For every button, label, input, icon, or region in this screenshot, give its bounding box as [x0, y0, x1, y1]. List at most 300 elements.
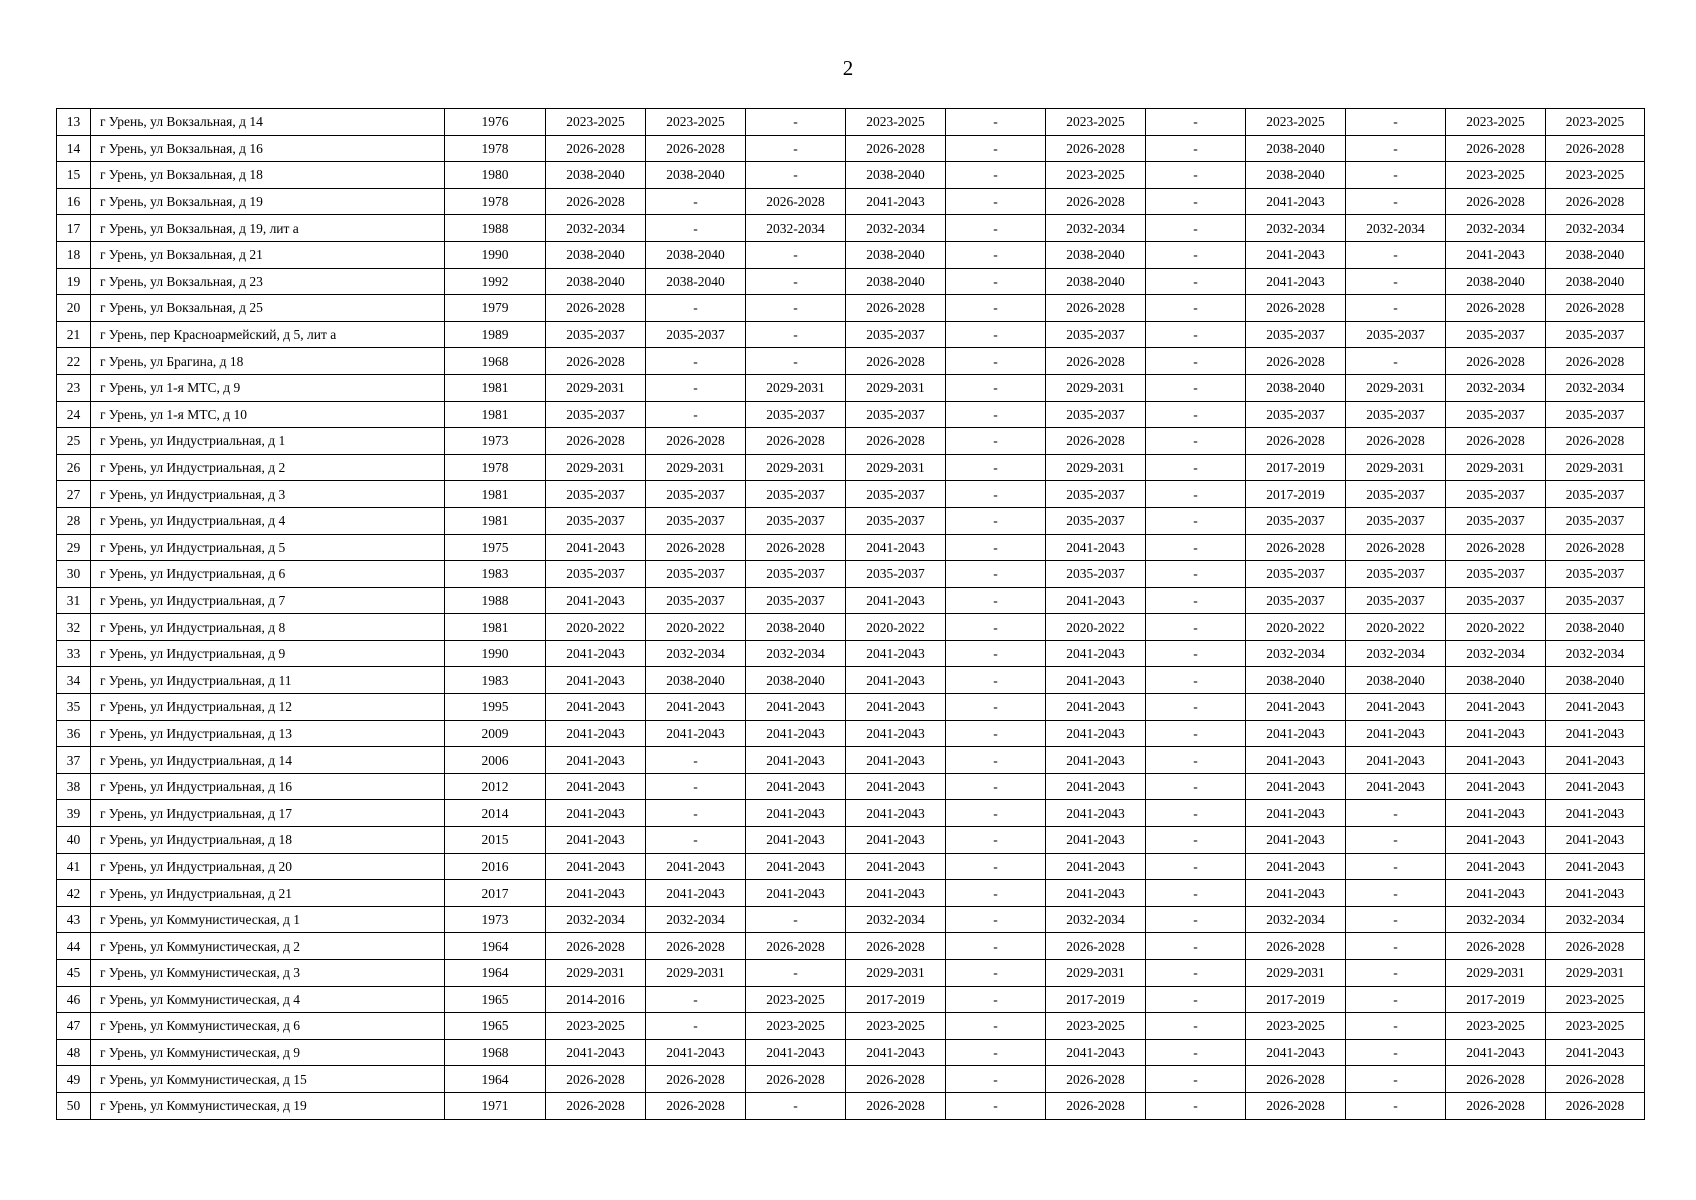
period-cell-11: 2026-2028	[1546, 1092, 1645, 1119]
period-cell-6: 2026-2028	[1046, 348, 1146, 375]
period-cell-7: -	[1146, 295, 1246, 322]
period-cell-6: 2026-2028	[1046, 1066, 1146, 1093]
period-cell-6: 2017-2019	[1046, 986, 1146, 1013]
period-cell-5: -	[946, 747, 1046, 774]
period-cell-8: 2041-2043	[1246, 268, 1346, 295]
period-cell-3: -	[746, 348, 846, 375]
table-row	[57, 321, 1645, 348]
period-cell-1: 2020-2022	[546, 614, 646, 641]
year-built-cell: 1988	[445, 215, 546, 242]
period-cell-6: 2029-2031	[1046, 960, 1146, 987]
address-cell: г Урень, ул Индустриальная, д 17	[91, 800, 445, 827]
row-number-cell: 44	[57, 933, 91, 960]
period-cell-9: -	[1346, 827, 1446, 854]
period-cell-2: -	[646, 348, 746, 375]
period-cell-3: -	[746, 109, 846, 136]
period-cell-3: 2035-2037	[746, 401, 846, 428]
period-cell-5: -	[946, 162, 1046, 189]
period-cell-9: -	[1346, 1039, 1446, 1066]
period-cell-7: -	[1146, 614, 1246, 641]
period-cell-9: 2032-2034	[1346, 640, 1446, 667]
period-cell-3: 2041-2043	[746, 747, 846, 774]
period-cell-1: 2041-2043	[546, 827, 646, 854]
period-cell-11: 2041-2043	[1546, 1039, 1645, 1066]
period-cell-1: 2041-2043	[546, 853, 646, 880]
period-cell-11: 2026-2028	[1546, 933, 1645, 960]
period-cell-10: 2041-2043	[1446, 747, 1546, 774]
period-cell-1: 2029-2031	[546, 374, 646, 401]
year-built-cell: 1981	[445, 374, 546, 401]
period-cell-6: 2041-2043	[1046, 694, 1146, 721]
table-row	[57, 135, 1645, 162]
period-cell-2: -	[646, 1013, 746, 1040]
period-cell-5: -	[946, 1039, 1046, 1066]
period-cell-5: -	[946, 906, 1046, 933]
period-cell-11: 2026-2028	[1546, 428, 1645, 455]
period-cell-10: 2041-2043	[1446, 880, 1546, 907]
period-cell-2: 2029-2031	[646, 454, 746, 481]
period-cell-8: 2020-2022	[1246, 614, 1346, 641]
period-cell-1: 2041-2043	[546, 587, 646, 614]
period-cell-10: 2032-2034	[1446, 640, 1546, 667]
period-cell-9: 2041-2043	[1346, 773, 1446, 800]
period-cell-1: 2026-2028	[546, 295, 646, 322]
period-cell-6: 2038-2040	[1046, 241, 1146, 268]
table-row	[57, 1092, 1645, 1119]
period-cell-5: -	[946, 401, 1046, 428]
period-cell-10: 2032-2034	[1446, 374, 1546, 401]
address-cell: г Урень, ул Коммунистическая, д 2	[91, 933, 445, 960]
period-cell-4: 2038-2040	[846, 268, 946, 295]
period-cell-8: 2035-2037	[1246, 507, 1346, 534]
table-row	[57, 534, 1645, 561]
period-cell-3: 2041-2043	[746, 827, 846, 854]
table-row	[57, 880, 1645, 907]
period-cell-6: 2041-2043	[1046, 587, 1146, 614]
row-number-cell: 45	[57, 960, 91, 987]
period-cell-1: 2032-2034	[546, 906, 646, 933]
table-row	[57, 773, 1645, 800]
period-cell-2: 2026-2028	[646, 1066, 746, 1093]
period-cell-1: 2029-2031	[546, 960, 646, 987]
period-cell-9: -	[1346, 268, 1446, 295]
table-row	[57, 561, 1645, 588]
address-cell: г Урень, ул Индустриальная, д 5	[91, 534, 445, 561]
period-cell-5: -	[946, 135, 1046, 162]
period-cell-6: 2032-2034	[1046, 215, 1146, 242]
period-cell-8: 2038-2040	[1246, 135, 1346, 162]
period-cell-6: 2026-2028	[1046, 295, 1146, 322]
row-number-cell: 48	[57, 1039, 91, 1066]
period-cell-2: -	[646, 295, 746, 322]
period-cell-1: 2035-2037	[546, 481, 646, 508]
period-cell-10: 2032-2034	[1446, 906, 1546, 933]
period-cell-9: -	[1346, 1013, 1446, 1040]
period-cell-7: -	[1146, 1039, 1246, 1066]
period-cell-2: 2035-2037	[646, 587, 746, 614]
period-cell-2: 2032-2034	[646, 906, 746, 933]
table-row	[57, 614, 1645, 641]
year-built-cell: 1981	[445, 401, 546, 428]
period-cell-6: 2041-2043	[1046, 880, 1146, 907]
period-cell-11: 2041-2043	[1546, 720, 1645, 747]
year-built-cell: 1981	[445, 507, 546, 534]
period-cell-5: -	[946, 720, 1046, 747]
period-cell-4: 2041-2043	[846, 188, 946, 215]
period-cell-6: 2023-2025	[1046, 1013, 1146, 1040]
address-cell: г Урень, ул Коммунистическая, д 6	[91, 1013, 445, 1040]
period-cell-8: 2035-2037	[1246, 587, 1346, 614]
period-cell-11: 2041-2043	[1546, 747, 1645, 774]
year-built-cell: 1971	[445, 1092, 546, 1119]
period-cell-2: 2041-2043	[646, 853, 746, 880]
period-cell-4: 2041-2043	[846, 667, 946, 694]
table-row	[57, 1066, 1645, 1093]
address-cell: г Урень, ул Коммунистическая, д 15	[91, 1066, 445, 1093]
period-cell-9: 2035-2037	[1346, 507, 1446, 534]
period-cell-5: -	[946, 348, 1046, 375]
period-cell-8: 2026-2028	[1246, 933, 1346, 960]
year-built-cell: 2009	[445, 720, 546, 747]
period-cell-1: 2026-2028	[546, 1092, 646, 1119]
period-cell-1: 2038-2040	[546, 162, 646, 189]
period-cell-2: 2041-2043	[646, 880, 746, 907]
period-cell-10: 2026-2028	[1446, 534, 1546, 561]
period-cell-3: 2029-2031	[746, 374, 846, 401]
period-cell-2: -	[646, 827, 746, 854]
table-row	[57, 481, 1645, 508]
period-cell-4: 2041-2043	[846, 587, 946, 614]
table-body	[57, 109, 1645, 1120]
table-row	[57, 853, 1645, 880]
period-cell-8: 2041-2043	[1246, 188, 1346, 215]
table-row	[57, 800, 1645, 827]
period-cell-5: -	[946, 268, 1046, 295]
period-cell-11: 2041-2043	[1546, 827, 1645, 854]
year-built-cell: 1988	[445, 587, 546, 614]
period-cell-10: 2032-2034	[1446, 215, 1546, 242]
period-cell-3: 2041-2043	[746, 853, 846, 880]
row-number-cell: 32	[57, 614, 91, 641]
period-cell-10: 2035-2037	[1446, 587, 1546, 614]
table-row	[57, 241, 1645, 268]
period-cell-5: -	[946, 853, 1046, 880]
period-cell-10: 2035-2037	[1446, 561, 1546, 588]
period-cell-10: 2026-2028	[1446, 295, 1546, 322]
period-cell-3: 2026-2028	[746, 534, 846, 561]
year-built-cell: 2017	[445, 880, 546, 907]
period-cell-1: 2026-2028	[546, 188, 646, 215]
year-built-cell: 1973	[445, 906, 546, 933]
period-cell-10: 2041-2043	[1446, 241, 1546, 268]
period-cell-3: -	[746, 268, 846, 295]
period-cell-4: 2029-2031	[846, 454, 946, 481]
period-cell-4: 2026-2028	[846, 933, 946, 960]
period-cell-4: 2041-2043	[846, 827, 946, 854]
row-number-cell: 40	[57, 827, 91, 854]
address-cell: г Урень, ул Вокзальная, д 19, лит а	[91, 215, 445, 242]
period-cell-11: 2041-2043	[1546, 853, 1645, 880]
period-cell-4: 2041-2043	[846, 800, 946, 827]
period-cell-9: -	[1346, 933, 1446, 960]
period-cell-4: 2035-2037	[846, 401, 946, 428]
period-cell-4: 2029-2031	[846, 374, 946, 401]
year-built-cell: 1968	[445, 1039, 546, 1066]
period-cell-8: 2041-2043	[1246, 241, 1346, 268]
period-cell-10: 2041-2043	[1446, 720, 1546, 747]
period-cell-9: -	[1346, 295, 1446, 322]
period-cell-2: 2038-2040	[646, 667, 746, 694]
table-row	[57, 348, 1645, 375]
period-cell-11: 2035-2037	[1546, 321, 1645, 348]
table-row	[57, 827, 1645, 854]
year-built-cell: 1990	[445, 241, 546, 268]
address-cell: г Урень, ул Индустриальная, д 12	[91, 694, 445, 721]
period-cell-2: 2035-2037	[646, 481, 746, 508]
address-cell: г Урень, ул 1-я МТС, д 10	[91, 401, 445, 428]
period-cell-11: 2026-2028	[1546, 1066, 1645, 1093]
period-cell-5: -	[946, 640, 1046, 667]
table-row	[57, 720, 1645, 747]
period-cell-9: 2026-2028	[1346, 428, 1446, 455]
period-cell-11: 2023-2025	[1546, 162, 1645, 189]
period-cell-2: 2038-2040	[646, 268, 746, 295]
period-cell-3: 2035-2037	[746, 587, 846, 614]
period-cell-11: 2026-2028	[1546, 188, 1645, 215]
period-cell-8: 2041-2043	[1246, 827, 1346, 854]
year-built-cell: 1978	[445, 188, 546, 215]
period-cell-3: -	[746, 321, 846, 348]
period-cell-3: 2041-2043	[746, 880, 846, 907]
period-cell-1: 2038-2040	[546, 241, 646, 268]
period-cell-4: 2041-2043	[846, 640, 946, 667]
address-cell: г Урень, ул Индустриальная, д 9	[91, 640, 445, 667]
period-cell-4: 2035-2037	[846, 507, 946, 534]
period-cell-8: 2032-2034	[1246, 640, 1346, 667]
period-cell-6: 2020-2022	[1046, 614, 1146, 641]
table-row	[57, 295, 1645, 322]
row-number-cell: 18	[57, 241, 91, 268]
period-cell-8: 2038-2040	[1246, 667, 1346, 694]
period-cell-7: -	[1146, 268, 1246, 295]
period-cell-4: 2041-2043	[846, 720, 946, 747]
year-built-cell: 1978	[445, 135, 546, 162]
period-cell-3: 2041-2043	[746, 800, 846, 827]
period-cell-9: 2038-2040	[1346, 667, 1446, 694]
period-cell-7: -	[1146, 162, 1246, 189]
period-cell-11: 2032-2034	[1546, 374, 1645, 401]
row-number-cell: 34	[57, 667, 91, 694]
period-cell-8: 2041-2043	[1246, 880, 1346, 907]
period-cell-5: -	[946, 587, 1046, 614]
address-cell: г Урень, ул Индустриальная, д 18	[91, 827, 445, 854]
period-cell-4: 2035-2037	[846, 321, 946, 348]
row-number-cell: 19	[57, 268, 91, 295]
period-cell-5: -	[946, 960, 1046, 987]
year-built-cell: 1980	[445, 162, 546, 189]
period-cell-7: -	[1146, 1013, 1246, 1040]
period-cell-10: 2035-2037	[1446, 321, 1546, 348]
table-row	[57, 428, 1645, 455]
row-number-cell: 36	[57, 720, 91, 747]
period-cell-2: 2038-2040	[646, 241, 746, 268]
row-number-cell: 22	[57, 348, 91, 375]
period-cell-9: -	[1346, 906, 1446, 933]
period-cell-8: 2023-2025	[1246, 1013, 1346, 1040]
year-built-cell: 1981	[445, 481, 546, 508]
period-cell-10: 2029-2031	[1446, 960, 1546, 987]
year-built-cell: 1983	[445, 667, 546, 694]
table-row	[57, 401, 1645, 428]
period-cell-8: 2041-2043	[1246, 694, 1346, 721]
period-cell-8: 2041-2043	[1246, 853, 1346, 880]
period-cell-7: -	[1146, 986, 1246, 1013]
period-cell-4: 2041-2043	[846, 534, 946, 561]
year-built-cell: 1976	[445, 109, 546, 136]
row-number-cell: 29	[57, 534, 91, 561]
row-number-cell: 26	[57, 454, 91, 481]
period-cell-10: 2026-2028	[1446, 348, 1546, 375]
period-cell-8: 2035-2037	[1246, 561, 1346, 588]
period-cell-11: 2035-2037	[1546, 401, 1645, 428]
table-row	[57, 747, 1645, 774]
period-cell-2: -	[646, 773, 746, 800]
address-cell: г Урень, ул Индустриальная, д 1	[91, 428, 445, 455]
table-row	[57, 906, 1645, 933]
year-built-cell: 2006	[445, 747, 546, 774]
period-cell-7: -	[1146, 374, 1246, 401]
period-cell-6: 2041-2043	[1046, 1039, 1146, 1066]
period-cell-5: -	[946, 667, 1046, 694]
period-cell-11: 2026-2028	[1546, 135, 1645, 162]
period-cell-4: 2032-2034	[846, 906, 946, 933]
period-cell-7: -	[1146, 694, 1246, 721]
address-cell: г Урень, ул Индустриальная, д 8	[91, 614, 445, 641]
table-row	[57, 587, 1645, 614]
period-cell-8: 2041-2043	[1246, 747, 1346, 774]
period-cell-9: 2035-2037	[1346, 481, 1446, 508]
period-cell-1: 2041-2043	[546, 640, 646, 667]
period-cell-3: 2026-2028	[746, 933, 846, 960]
period-cell-10: 2041-2043	[1446, 827, 1546, 854]
period-cell-1: 2041-2043	[546, 747, 646, 774]
period-cell-5: -	[946, 1013, 1046, 1040]
period-cell-6: 2023-2025	[1046, 162, 1146, 189]
period-cell-4: 2023-2025	[846, 1013, 946, 1040]
year-built-cell: 1979	[445, 295, 546, 322]
period-cell-5: -	[946, 880, 1046, 907]
period-cell-5: -	[946, 321, 1046, 348]
year-built-cell: 1983	[445, 561, 546, 588]
repair-schedule-table	[56, 108, 1645, 1120]
row-number-cell: 27	[57, 481, 91, 508]
period-cell-8: 2023-2025	[1246, 109, 1346, 136]
address-cell: г Урень, ул Коммунистическая, д 1	[91, 906, 445, 933]
period-cell-9: 2041-2043	[1346, 747, 1446, 774]
period-cell-9: 2041-2043	[1346, 720, 1446, 747]
period-cell-10: 2026-2028	[1446, 188, 1546, 215]
period-cell-8: 2017-2019	[1246, 481, 1346, 508]
period-cell-1: 2035-2037	[546, 507, 646, 534]
period-cell-4: 2026-2028	[846, 135, 946, 162]
table-row	[57, 109, 1645, 136]
period-cell-3: 2026-2028	[746, 1066, 846, 1093]
period-cell-8: 2041-2043	[1246, 720, 1346, 747]
period-cell-11: 2026-2028	[1546, 534, 1645, 561]
year-built-cell: 2012	[445, 773, 546, 800]
period-cell-11: 2035-2037	[1546, 481, 1645, 508]
period-cell-10: 2026-2028	[1446, 1066, 1546, 1093]
period-cell-11: 2029-2031	[1546, 960, 1645, 987]
period-cell-7: -	[1146, 827, 1246, 854]
period-cell-8: 2026-2028	[1246, 428, 1346, 455]
period-cell-5: -	[946, 481, 1046, 508]
period-cell-9: 2035-2037	[1346, 321, 1446, 348]
period-cell-5: -	[946, 109, 1046, 136]
period-cell-2: 2029-2031	[646, 960, 746, 987]
table-row	[57, 694, 1645, 721]
year-built-cell: 1975	[445, 534, 546, 561]
year-built-cell: 2016	[445, 853, 546, 880]
row-number-cell: 13	[57, 109, 91, 136]
period-cell-9: -	[1346, 162, 1446, 189]
row-number-cell: 23	[57, 374, 91, 401]
period-cell-5: -	[946, 295, 1046, 322]
period-cell-10: 2029-2031	[1446, 454, 1546, 481]
period-cell-3: 2035-2037	[746, 507, 846, 534]
period-cell-6: 2029-2031	[1046, 374, 1146, 401]
period-cell-10: 2023-2025	[1446, 109, 1546, 136]
period-cell-9: 2041-2043	[1346, 694, 1446, 721]
address-cell: г Урень, ул Вокзальная, д 18	[91, 162, 445, 189]
period-cell-9: -	[1346, 1092, 1446, 1119]
row-number-cell: 50	[57, 1092, 91, 1119]
period-cell-6: 2032-2034	[1046, 906, 1146, 933]
period-cell-5: -	[946, 1066, 1046, 1093]
period-cell-9: 2026-2028	[1346, 534, 1446, 561]
period-cell-5: -	[946, 827, 1046, 854]
address-cell: г Урень, пер Красноармейский, д 5, лит а	[91, 321, 445, 348]
period-cell-3: 2032-2034	[746, 215, 846, 242]
period-cell-7: -	[1146, 348, 1246, 375]
period-cell-1: 2026-2028	[546, 933, 646, 960]
period-cell-10: 2017-2019	[1446, 986, 1546, 1013]
period-cell-11: 2041-2043	[1546, 694, 1645, 721]
period-cell-9: -	[1346, 986, 1446, 1013]
period-cell-8: 2026-2028	[1246, 295, 1346, 322]
period-cell-5: -	[946, 454, 1046, 481]
period-cell-7: -	[1146, 1066, 1246, 1093]
period-cell-3: -	[746, 241, 846, 268]
period-cell-7: -	[1146, 428, 1246, 455]
period-cell-11: 2023-2025	[1546, 109, 1645, 136]
period-cell-5: -	[946, 188, 1046, 215]
address-cell: г Урень, ул Коммунистическая, д 9	[91, 1039, 445, 1066]
period-cell-11: 2032-2034	[1546, 215, 1645, 242]
period-cell-3: 2038-2040	[746, 614, 846, 641]
period-cell-6: 2035-2037	[1046, 481, 1146, 508]
row-number-cell: 28	[57, 507, 91, 534]
address-cell: г Урень, ул Вокзальная, д 23	[91, 268, 445, 295]
period-cell-1: 2026-2028	[546, 135, 646, 162]
period-cell-10: 2038-2040	[1446, 667, 1546, 694]
period-cell-5: -	[946, 1092, 1046, 1119]
period-cell-1: 2026-2028	[546, 1066, 646, 1093]
period-cell-11: 2038-2040	[1546, 241, 1645, 268]
year-built-cell: 1973	[445, 428, 546, 455]
period-cell-10: 2041-2043	[1446, 853, 1546, 880]
address-cell: г Урень, ул Вокзальная, д 16	[91, 135, 445, 162]
